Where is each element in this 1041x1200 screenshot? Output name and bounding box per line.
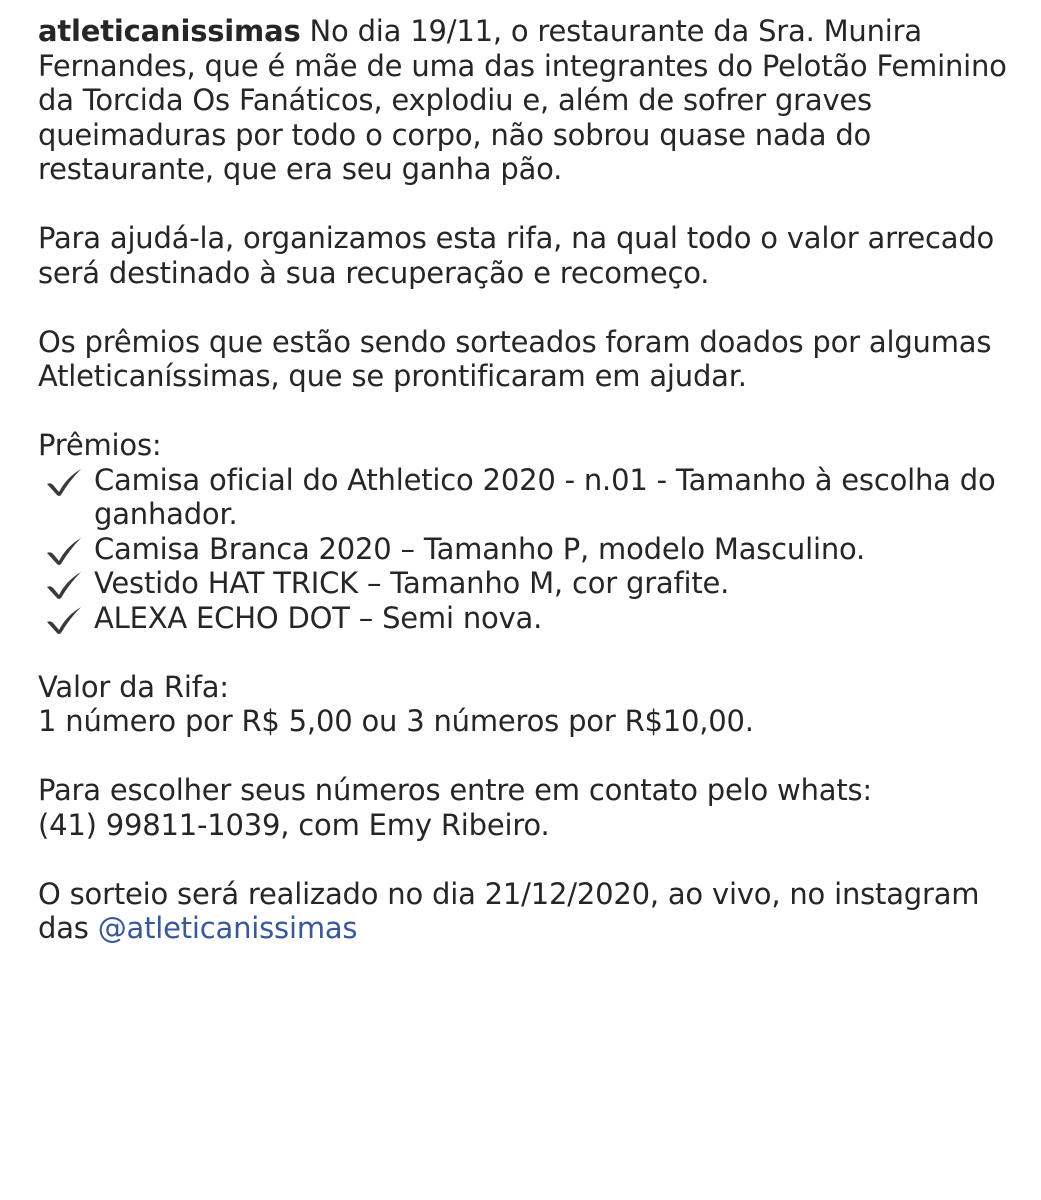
prizes-section [38,428,1028,635]
contact-phone-line: (41) 99811-1039, com Emy Ribeiro. [38,807,550,842]
prize-item [38,463,1028,532]
prizes-donated-paragraph: Os prêmios que estão sendo sorteados foram doados por algumas Atleticaníssimas, que se prontificaram em ajudar. [38,324,992,393]
checkmark-icon [44,532,88,567]
contact-line: Para escolher seus números entre em contato pelo whats: [38,773,872,807]
prize-item [38,532,1028,567]
username-link[interactable]: atleticanissimas [38,14,301,48]
draw-paragraph [38,877,1028,946]
caption-intro-paragraph [38,14,1028,187]
prize-text: Vestido HAT TRICK – Tamanho M, cor grafite. [94,566,730,600]
prize-item [38,601,1028,636]
draw-text: O sorteio será realizado no dia 21/12/2020, ao vivo, no instagram das [38,876,980,945]
mention-link[interactable]: @atleticanissimas [97,911,358,945]
checkmark-icon [44,601,88,636]
help-paragraph: Para ajudá-la, organizamos esta rifa, na qual todo o valor arrecado será destinado à sua recuperação e recomeço. [38,221,995,290]
prize-text: Camisa Branca 2020 – Tamanho P, modelo Masculino. [94,531,866,566]
checkmark-icon [44,566,88,601]
price-heading: Valor da Rifa: [38,669,229,704]
caption-intro-text: No dia 19/11, o restaurante da Sra. Munira Fernandes, que é mãe de uma das integrantes do Pelotão Feminino da Torcida Os Fanáticos, explodiu e, além de sofrer graves queimaduras por todo o corpo, não sobrou quase nada do restaurante, que era seu ganha pão. [38,14,1007,186]
price-section [38,670,1028,739]
price-text: 1 número por R$ 5,00 ou 3 números por R$10,00. [38,704,754,738]
post-caption [38,14,1028,980]
prizes-heading: Prêmios: [38,428,162,462]
contact-section [38,773,1028,842]
prize-text: ALEXA ECHO DOT – Semi nova. [94,600,543,635]
checkmark-icon [44,463,88,498]
prize-text: Camisa oficial do Athletico 2020 - n.01 - Tamanho à escolha do ganhador. [94,462,996,531]
prize-item [38,566,1028,601]
